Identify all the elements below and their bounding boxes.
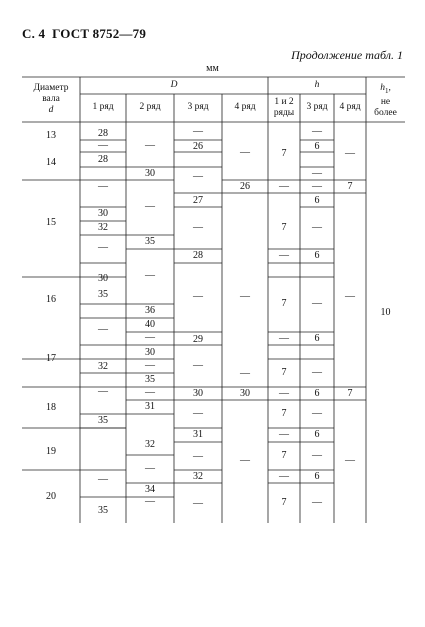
d3-cell: 26 — [193, 141, 203, 152]
d2-cell: — — [145, 387, 155, 398]
d2-cell: 40 — [145, 319, 155, 330]
d-cell: 15 — [46, 217, 56, 228]
h-rows12-header — [268, 97, 300, 119]
d1-cell: 35 — [98, 415, 108, 426]
d2-cell: — — [145, 140, 155, 151]
d1-cell: — — [98, 181, 108, 192]
d3-cell: — — [193, 360, 203, 371]
shaft-diameter-label-2: вала — [42, 94, 60, 104]
d3-cell: — — [193, 171, 203, 182]
h4-cell: — — [345, 148, 355, 159]
d3-cell: — — [193, 408, 203, 419]
d1-cell: 28 — [98, 154, 108, 165]
d2-cell: 35 — [145, 236, 155, 247]
d3-cell: — — [193, 291, 203, 302]
d1-cell: 32 — [98, 222, 108, 233]
h3-cell: — — [312, 168, 322, 179]
h4-cell: — — [345, 291, 355, 302]
h12-cell: 7 — [281, 450, 287, 461]
h3-cell: 6 — [314, 141, 320, 152]
h3-cell: 6 — [314, 388, 320, 399]
d1-cell: — — [98, 386, 108, 397]
d-cell: 13 — [46, 130, 56, 141]
d4-cell: — — [240, 455, 250, 466]
h3-cell: — — [312, 450, 322, 461]
d1-cell: — — [98, 474, 108, 485]
h1-symbol — [366, 83, 405, 97]
h3-cell: — — [312, 367, 322, 378]
h12-cell: 7 — [281, 222, 287, 233]
d-cell: 19 — [46, 446, 56, 457]
h12-cell: — — [279, 333, 289, 344]
d3-cell: 31 — [193, 429, 203, 440]
d1-cell: — — [98, 242, 108, 253]
h12-cell: 7 — [281, 148, 287, 159]
d2-cell: — — [145, 332, 155, 343]
shaft-diameter-label-1: Диаметр — [33, 83, 69, 93]
page-number: С. 4 — [22, 26, 46, 41]
standard-number: ГОСТ 8752—79 — [52, 26, 147, 41]
d2-cell: — — [145, 360, 155, 371]
shaft-diameter-symbol: d — [48, 105, 54, 115]
units-label: мм — [206, 63, 219, 74]
h12-cell: 7 — [281, 367, 287, 378]
d2-cell: 35 — [145, 374, 155, 385]
d4-cell: 26 — [240, 181, 250, 192]
d3-cell: — — [193, 498, 203, 509]
d2-cell: 34 — [145, 484, 155, 495]
d2-cell: 32 — [145, 439, 155, 450]
h12-cell: — — [279, 250, 289, 261]
D-row4-header: 4 ряд — [234, 102, 256, 112]
h3-cell: 6 — [314, 471, 320, 482]
d-cell: 16 — [46, 294, 56, 305]
D-row2-header: 2 ряд — [139, 102, 161, 112]
d2-cell: — — [145, 496, 155, 507]
d3-cell: 32 — [193, 471, 203, 482]
d2-cell: 31 — [145, 401, 155, 412]
h4-cell: — — [345, 455, 355, 466]
h-rows12-line2: ряды — [273, 108, 295, 118]
d3-cell: 30 — [193, 388, 203, 399]
h12-cell: 7 — [281, 298, 287, 309]
d2-cell: — — [145, 463, 155, 474]
h3-cell: — — [312, 222, 322, 233]
h1-header — [366, 83, 405, 119]
d1-cell: 30 — [98, 273, 108, 284]
h3-cell: — — [312, 408, 322, 419]
d1-cell: — — [98, 140, 108, 151]
d4-cell: — — [240, 368, 250, 379]
h1-label-2: не — [380, 96, 391, 107]
h12-cell: — — [279, 181, 289, 192]
h12-cell: 7 — [281, 497, 287, 508]
h1-symbol-subscript: 1 — [384, 86, 389, 95]
d1-cell: 35 — [98, 505, 108, 516]
d1-cell: 35 — [98, 289, 108, 300]
h4-cell: 7 — [347, 181, 353, 192]
h-header: h — [314, 80, 320, 90]
h12-cell: — — [279, 388, 289, 399]
D-row3-header: 3 ряд — [187, 102, 209, 112]
h3-cell: 6 — [314, 333, 320, 344]
d2-cell: — — [145, 201, 155, 212]
d1-cell: 28 — [98, 128, 108, 139]
d3-cell: 27 — [193, 195, 203, 206]
h3-cell: 6 — [314, 250, 320, 261]
h12-cell: — — [279, 429, 289, 440]
table-continuation-note: Продолжение табл. 1 — [291, 48, 403, 62]
h3-cell: 6 — [314, 429, 320, 440]
d2-cell: 30 — [145, 168, 155, 179]
h3-cell: 6 — [314, 195, 320, 206]
h3-cell: — — [312, 298, 322, 309]
d3-cell: 28 — [193, 250, 203, 261]
d2-cell: 30 — [145, 347, 155, 358]
h1-symbol-letter: h — [380, 83, 385, 93]
D-header: D — [170, 80, 178, 90]
d4-cell: 30 — [240, 388, 250, 399]
d3-cell: — — [193, 126, 203, 137]
h-row3-header: 3 ряд — [306, 102, 328, 112]
d2-cell: — — [145, 270, 155, 281]
h4-cell: 7 — [347, 388, 353, 399]
h3-cell: — — [312, 126, 322, 137]
h1-label-3: более — [374, 107, 397, 118]
d-cell: 20 — [46, 491, 56, 502]
h1-value: 10 — [380, 307, 391, 318]
h1-symbol-suffix: , — [388, 83, 391, 93]
h3-cell: — — [312, 497, 322, 508]
h12-cell: 7 — [281, 408, 287, 419]
d3-cell: 29 — [193, 334, 203, 345]
h-rows12-line1: 1 и 2 — [274, 97, 294, 107]
h-row4-header: 4 ряд — [339, 102, 361, 112]
d2-cell: 36 — [145, 305, 155, 316]
d-cell: 14 — [46, 157, 56, 168]
d1-cell: 30 — [98, 208, 108, 219]
shaft-diameter-header — [22, 83, 80, 116]
h12-cell: — — [279, 471, 289, 482]
h3-cell: — — [312, 181, 322, 192]
d3-cell: — — [193, 451, 203, 462]
D-row1-header: 1 ряд — [92, 102, 114, 112]
d1-cell: 32 — [98, 361, 108, 372]
d4-cell: — — [240, 147, 250, 158]
d-cell: 18 — [46, 402, 56, 413]
d-cell: 17 — [46, 353, 56, 364]
d3-cell: — — [193, 222, 203, 233]
d4-cell: — — [240, 291, 250, 302]
d1-cell: — — [98, 324, 108, 335]
